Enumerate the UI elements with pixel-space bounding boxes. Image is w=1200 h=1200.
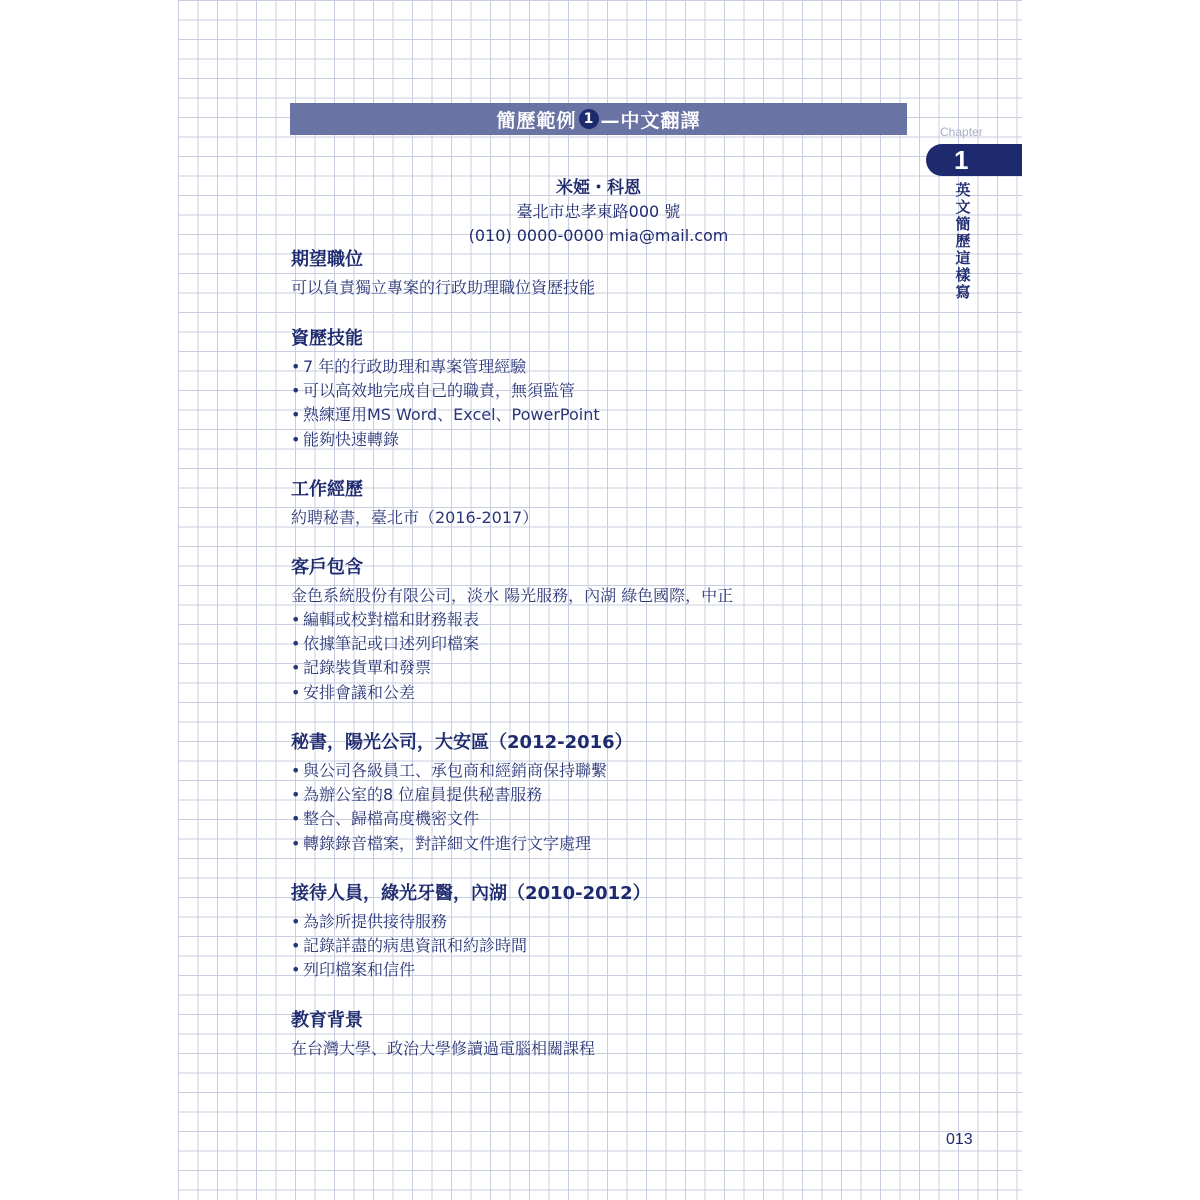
- section-secretary: [291, 730, 911, 856]
- list-item: • 記錄裝貨單和發票: [291, 658, 432, 678]
- section-text: 在台灣大學、政治大學修讀過電腦相關課程: [291, 1039, 596, 1058]
- receptionist-list: [291, 910, 911, 983]
- resume-name: 米婭・科恩: [556, 178, 641, 198]
- section-receptionist: [291, 881, 911, 983]
- section-heading: 接待人員，綠光牙醫，內湖（2010-2012）: [291, 883, 651, 904]
- section-heading: 客戶包含: [291, 557, 363, 578]
- section-heading: 教育背景: [291, 1010, 363, 1031]
- resume-header: [290, 176, 907, 248]
- list-item: • 編輯或校對檔和財務報表: [291, 610, 480, 629]
- page-title-bar: [290, 103, 907, 135]
- chapter-label: Chapter: [940, 125, 983, 139]
- section-heading: 期望職位: [291, 249, 363, 270]
- list-item: • 為辦公室的8 位雇員提供秘書服務: [291, 785, 543, 805]
- chapter-number-tab: 1: [926, 144, 1022, 176]
- section-experience: [291, 477, 911, 530]
- secretary-list: [291, 759, 911, 856]
- section-clients: [291, 555, 911, 705]
- list-item: • 7 年的行政助理和專案管理經驗: [291, 357, 527, 376]
- list-item: • 依據筆記或口述列印檔案: [291, 634, 480, 654]
- chapter-title-vertical: 英文簡歷這樣寫: [955, 181, 971, 301]
- section-text: 可以負責獨立專案的行政助理職位資歷技能: [291, 278, 596, 297]
- list-item: • 整合、歸檔高度機密文件: [291, 809, 480, 829]
- title-prefix: 簡歷範例: [496, 109, 577, 132]
- resume-address: 臺北市忠孝東路000 號: [516, 202, 681, 221]
- section-heading: 資歷技能: [291, 328, 363, 349]
- title-suffix: —中文翻譯: [600, 109, 701, 132]
- list-item: • 熟練運用MS Word、Excel、PowerPoint: [291, 405, 600, 425]
- skills-list: [291, 355, 911, 452]
- section-desired-position: [291, 247, 911, 300]
- page-number: 013: [946, 1131, 973, 1148]
- section-heading: 秘書，陽光公司，大安區（2012-2016）: [291, 732, 633, 753]
- section-text: 約聘秘書，臺北市（2016-2017）: [291, 508, 539, 527]
- title-number-badge: 1: [579, 109, 599, 129]
- list-item: • 列印檔案和信件: [291, 960, 416, 980]
- clients-list: [291, 608, 911, 705]
- list-item: • 與公司各級員工、承包商和經銷商保持聯繫: [291, 761, 608, 780]
- section-skills: [291, 326, 911, 452]
- list-item: • 為診所提供接待服務: [291, 912, 448, 931]
- list-item: • 可以高效地完成自己的職責，無須監管: [291, 381, 576, 401]
- section-text: 金色系統股份有限公司，淡水 陽光服務，內湖 綠色國際，中正: [291, 586, 734, 605]
- list-item: • 安排會議和公差: [291, 682, 416, 702]
- list-item: • 記錄詳盡的病患資訊和約診時間: [291, 936, 528, 956]
- list-item: • 轉錄錄音檔案，對詳細文件進行文字處理: [291, 833, 592, 853]
- section-heading: 工作經歷: [291, 479, 363, 500]
- list-item: • 能夠快速轉錄: [291, 429, 400, 449]
- resume-contact: (010) 0000-0000 mia@mail.com: [468, 226, 729, 245]
- section-education: [291, 1008, 911, 1061]
